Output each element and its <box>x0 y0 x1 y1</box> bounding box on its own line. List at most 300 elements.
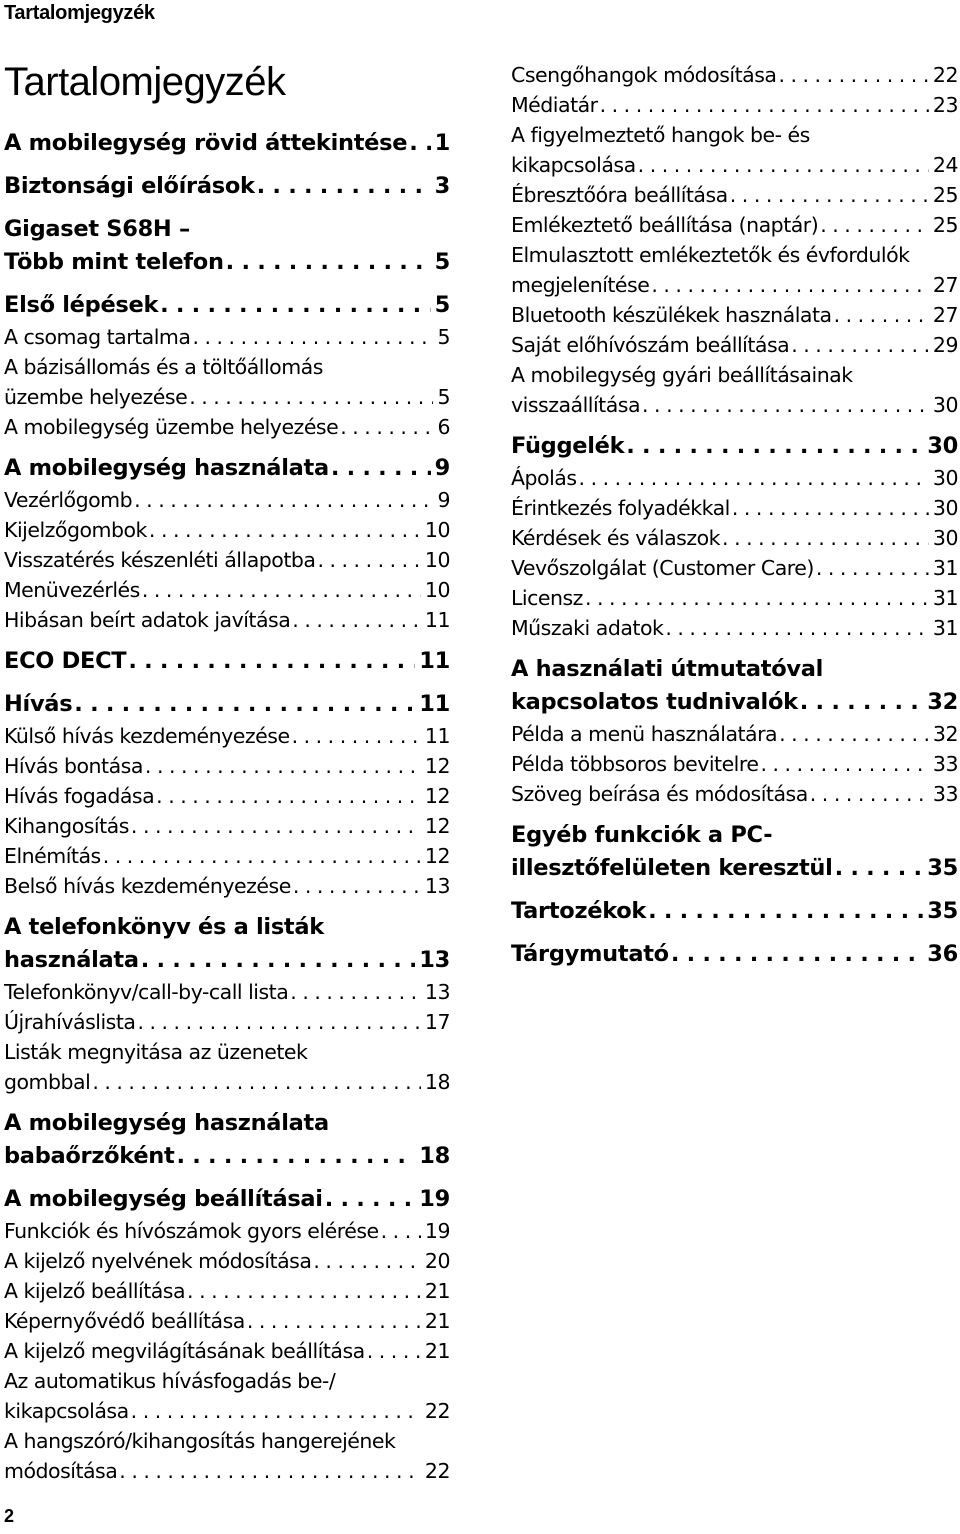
toc-entry-line <box>4 688 450 721</box>
toc-chapter-entry <box>4 127 450 160</box>
page-number: 2 <box>4 1506 15 1526</box>
toc-entry-line <box>511 583 958 613</box>
toc-entry-line <box>4 127 450 160</box>
toc-page-number: 13 <box>424 980 450 1004</box>
dot-leader <box>638 150 929 180</box>
dot-leader <box>156 781 421 811</box>
toc-entry-title: babaőrzőként <box>4 1143 175 1169</box>
toc-entry-line <box>511 523 958 553</box>
dot-leader <box>665 613 929 643</box>
dot-leader <box>192 322 433 352</box>
toc-entry-title: gombbal <box>4 1070 91 1094</box>
dot-leader <box>626 430 923 463</box>
toc-entry-line <box>4 841 450 871</box>
toc-entry-line <box>511 613 958 643</box>
dot-leader <box>816 553 929 583</box>
toc-section-entry <box>511 360 958 420</box>
toc-entry-title: Ápolás <box>511 466 577 490</box>
toc-page-number: 33 <box>932 782 958 806</box>
toc-section-entry <box>4 1246 450 1276</box>
toc-page-number: 19 <box>424 1219 450 1243</box>
toc-entry-line <box>4 1396 450 1426</box>
toc-page-number: 25 <box>932 183 958 207</box>
toc-entry-line <box>4 452 450 485</box>
toc-section-entry <box>511 463 958 493</box>
toc-entry-line <box>4 412 450 442</box>
toc-section-entry <box>511 493 958 523</box>
toc-chapter-entry <box>4 1107 450 1173</box>
toc-page-number: 12 <box>424 814 450 838</box>
toc-page-number: 22 <box>424 1399 450 1423</box>
dot-leader <box>187 1276 421 1306</box>
toc-entry-line: A bázisállomás és a töltőállomás <box>4 355 323 379</box>
toc-entry-line <box>4 1216 450 1246</box>
toc-section-entry <box>511 240 958 300</box>
toc-section-entry <box>4 1007 450 1037</box>
toc-entry-line: A figyelmeztető hangok be- és <box>511 123 810 147</box>
dot-leader <box>820 210 929 240</box>
dot-leader <box>149 515 421 545</box>
toc-section-entry <box>4 322 450 352</box>
toc-entry-line: Elmulasztott emlékeztetők és évfordulók <box>511 243 910 267</box>
toc-page-number: 10 <box>424 578 450 602</box>
dot-leader <box>642 390 929 420</box>
toc-page-number: 29 <box>932 333 958 357</box>
dot-leader <box>579 463 929 493</box>
toc-entry-line <box>4 645 450 678</box>
toc-entry-title: A kijelző beállítása <box>4 1279 186 1303</box>
toc-section-entry <box>4 751 450 781</box>
toc-chapter-entry <box>4 170 450 203</box>
dot-leader <box>834 300 929 330</box>
dot-leader <box>290 977 421 1007</box>
toc-page-number: 30 <box>932 526 958 550</box>
toc-page-number: 31 <box>932 616 958 640</box>
toc-page-number: 22 <box>424 1459 450 1483</box>
running-header: Tartalomjegyzék <box>4 2 155 24</box>
toc-entry-title: Példa a menü használatára <box>511 722 778 746</box>
dot-leader <box>128 645 415 678</box>
dot-leader <box>292 721 421 751</box>
dot-leader <box>722 523 929 553</box>
toc-entry-title: illesztőfelületen keresztül <box>511 855 833 881</box>
toc-section-entry <box>4 871 450 901</box>
toc-chapter-entry <box>511 895 958 928</box>
dot-leader <box>145 751 421 781</box>
toc-page-number: 3 <box>434 173 450 199</box>
dot-leader <box>367 1336 421 1366</box>
toc-entry-line <box>511 430 958 463</box>
toc-entry-line <box>511 150 958 180</box>
toc-section-entry <box>511 300 958 330</box>
toc-entry-title: Kihangosítás <box>4 814 129 838</box>
toc-entry-title: A kijelző megvilágításának beállítása <box>4 1339 365 1363</box>
dot-leader <box>103 841 421 871</box>
toc-page-number: 23 <box>932 93 958 117</box>
toc-entry-line <box>511 210 958 240</box>
toc-entry-line <box>4 382 450 412</box>
toc-page-number: 10 <box>424 548 450 572</box>
toc-page-number: 5 <box>437 385 450 409</box>
dot-leader <box>600 90 929 120</box>
dot-leader <box>137 1007 420 1037</box>
toc-entry-line <box>511 895 958 928</box>
toc-page-number: 17 <box>424 1010 450 1034</box>
toc-entry-line: Gigaset S68H – <box>4 216 190 242</box>
toc-entry-title: Telefonkönyv/call-by-call lista <box>4 980 289 1004</box>
toc-entry-line: A hangszóró/kihangosítás hangerejének <box>4 1429 396 1453</box>
toc-entry-line: A használati útmutatóval <box>511 656 824 682</box>
toc-chapter-entry <box>4 1183 450 1216</box>
toc-section-entry <box>4 1306 450 1336</box>
toc-section-entry <box>4 485 450 515</box>
toc-page-number: 11 <box>419 648 450 674</box>
toc-entry-line <box>4 1246 450 1276</box>
toc-section-entry <box>511 60 958 90</box>
dot-leader <box>779 719 929 749</box>
toc-page-number: 27 <box>932 303 958 327</box>
toc-entry-line <box>4 1306 450 1336</box>
dot-leader <box>835 852 924 885</box>
toc-entry-line <box>4 485 450 515</box>
toc-page-number: 19 <box>419 1186 450 1212</box>
toc-entry-line <box>4 751 450 781</box>
toc-section-entry <box>4 1336 450 1366</box>
toc-entry-title: Belső hívás kezdeményezése <box>4 874 291 898</box>
dot-leader <box>409 127 430 160</box>
toc-section-entry <box>4 977 450 1007</box>
toc-entry-line <box>511 686 958 719</box>
toc-page-number: 35 <box>927 898 958 924</box>
toc-page-number: 31 <box>932 556 958 580</box>
toc-entry-title: kikapcsolása <box>4 1399 129 1423</box>
toc-page-number: 30 <box>932 393 958 417</box>
toc-entry-line <box>511 330 958 360</box>
toc-page-number: 21 <box>424 1309 450 1333</box>
toc-page-number: 27 <box>932 273 958 297</box>
toc-page-number: 12 <box>424 754 450 778</box>
toc-entry-title: Függelék <box>511 433 625 459</box>
toc-entry-line <box>4 1140 450 1173</box>
toc-chapter-entry <box>4 452 450 485</box>
toc-section-entry <box>4 515 450 545</box>
toc-column-right <box>511 60 958 971</box>
toc-entry-line <box>511 90 958 120</box>
toc-section-entry <box>511 90 958 120</box>
toc-entry-line: A mobilegység használata <box>4 1110 329 1136</box>
toc-entry-title: Hívás bontása <box>4 754 143 778</box>
toc-entry-title: Szöveg beírása és módosítása <box>511 782 808 806</box>
toc-section-entry <box>511 330 958 360</box>
toc-page-number: 6 <box>437 415 450 439</box>
toc-entry-title: Kijelzőgombok <box>4 518 147 542</box>
toc-entry-line: A telefonkönyv és a listák <box>4 914 324 940</box>
toc-entry-line <box>4 1456 450 1486</box>
toc-entry-title: kapcsolatos tudnivalók <box>511 689 798 715</box>
toc-section-entry <box>4 1276 450 1306</box>
toc-entry-line <box>4 575 450 605</box>
toc-section-entry <box>4 545 450 575</box>
toc-entry-title: Emlékeztető beállítása (naptár) <box>511 213 819 237</box>
toc-page-number: 9 <box>437 488 450 512</box>
dot-leader <box>730 180 929 210</box>
toc-page-number: 30 <box>932 466 958 490</box>
toc-entry-title: Érintkezés folyadékkal <box>511 496 730 520</box>
dot-leader <box>257 170 431 203</box>
dot-leader <box>651 270 929 300</box>
toc-entry-line <box>4 515 450 545</box>
dot-leader <box>671 938 923 971</box>
toc-chapter-entry <box>4 645 450 678</box>
toc-section-entry <box>4 811 450 841</box>
toc-entry-title: Kérdések és válaszok <box>511 526 721 550</box>
toc-entry-title: Hibásan beírt adatok javítása <box>4 608 291 632</box>
toc-entry-title: Több mint telefon <box>4 249 224 275</box>
dot-leader <box>247 1306 421 1336</box>
dot-leader <box>141 944 416 977</box>
toc-entry-line <box>4 781 450 811</box>
toc-page-number: 13 <box>424 874 450 898</box>
toc-page-number: 32 <box>927 689 958 715</box>
dot-leader <box>313 1246 421 1276</box>
toc-entry-line <box>511 749 958 779</box>
toc-page-number: 36 <box>927 941 958 967</box>
toc-entry-title: Biztonsági előírások <box>4 173 255 199</box>
dot-leader <box>340 412 433 442</box>
dot-leader <box>585 583 929 613</box>
toc-entry-title: Hívás <box>4 691 73 717</box>
dot-leader <box>293 871 421 901</box>
dot-leader <box>92 1067 421 1097</box>
dot-leader <box>176 1140 415 1173</box>
toc-entry-line <box>511 719 958 749</box>
dot-leader <box>732 493 929 523</box>
toc-chapter-entry <box>4 289 450 322</box>
dot-leader <box>134 485 433 515</box>
toc-page-number: 31 <box>932 586 958 610</box>
toc-section-entry <box>4 1426 450 1486</box>
toc-entry-line <box>4 944 450 977</box>
toc-entry-line <box>4 721 450 751</box>
toc-section-entry <box>511 180 958 210</box>
toc-page-number: 5 <box>434 249 450 275</box>
toc-section-entry <box>4 841 450 871</box>
toc-entry-line <box>4 1183 450 1216</box>
toc-entry-line <box>511 493 958 523</box>
dot-leader <box>760 749 928 779</box>
toc-section-entry <box>4 1366 450 1426</box>
toc-section-entry <box>4 781 450 811</box>
toc-entry-line <box>511 852 958 885</box>
dot-leader <box>189 382 433 412</box>
toc-entry-line <box>4 871 450 901</box>
toc-entry-title: A csomag tartalma <box>4 325 191 349</box>
toc-entry-title: Visszatérés készenléti állapotba <box>4 548 316 572</box>
toc-entry-line <box>511 938 958 971</box>
toc-entry-line <box>4 1067 450 1097</box>
dot-leader <box>142 575 421 605</box>
toc-entry-title: Licensz <box>511 586 583 610</box>
toc-entry-title: visszaállítása <box>511 393 641 417</box>
toc-page-number: 32 <box>932 722 958 746</box>
dot-leader <box>791 330 929 360</box>
toc-page-number: 13 <box>419 947 450 973</box>
toc-entry-line <box>511 390 958 420</box>
toc-entry-title: Saját előhívószám beállítása <box>511 333 790 357</box>
toc-entry-title: használata <box>4 947 139 973</box>
toc-page-number: 21 <box>424 1279 450 1303</box>
toc-entry-line <box>4 977 450 1007</box>
toc-entry-line <box>4 1276 450 1306</box>
toc-section-entry <box>511 779 958 809</box>
toc-entry-title: Műszaki adatok <box>511 616 664 640</box>
toc-section-entry <box>4 1216 450 1246</box>
toc-entry-title: Képernyővédő beállítása <box>4 1309 245 1333</box>
toc-section-entry <box>4 721 450 751</box>
dot-leader <box>226 246 431 279</box>
dot-leader <box>131 811 421 841</box>
toc-section-entry <box>511 719 958 749</box>
toc-page-number: 25 <box>932 213 958 237</box>
dot-leader <box>119 1456 421 1486</box>
toc-entry-title: ECO DECT <box>4 648 127 674</box>
toc-entry-line <box>4 170 450 203</box>
toc-page-number: 20 <box>424 1249 450 1273</box>
toc-entry-title: Bluetooth készülékek használata <box>511 303 832 327</box>
dot-leader <box>160 289 431 322</box>
toc-entry-line <box>511 779 958 809</box>
toc-entry-title: A mobilegység rövid áttekintése <box>4 130 408 156</box>
toc-page-number: 30 <box>932 496 958 520</box>
toc-section-entry <box>511 120 958 180</box>
toc-chapter-entry <box>4 688 450 721</box>
page-title: Tartalomjegyzék <box>4 60 286 104</box>
toc-entry-line <box>511 180 958 210</box>
toc-entry-line: Az automatikus hívásfogadás be-/ <box>4 1369 336 1393</box>
toc-entry-title: megjelenítése <box>511 273 650 297</box>
toc-page-number: 35 <box>927 855 958 881</box>
toc-entry-line <box>4 322 450 352</box>
toc-chapter-entry <box>511 938 958 971</box>
toc-entry-title: Médiatár <box>511 93 598 117</box>
dot-leader <box>648 895 923 928</box>
toc-page-number: 5 <box>437 325 450 349</box>
toc-page-number: 12 <box>424 844 450 868</box>
toc-page-number: 18 <box>419 1143 450 1169</box>
toc-entry-line: Egyéb funkciók a PC- <box>511 822 773 848</box>
toc-page-number: 9 <box>434 455 450 481</box>
toc-entry-title: Külső hívás kezdeményezése <box>4 724 290 748</box>
toc-section-entry <box>4 575 450 605</box>
toc-page-number: 11 <box>419 691 450 717</box>
toc-entry-title: Csengőhangok módosítása <box>511 63 777 87</box>
toc-page-number: 5 <box>434 292 450 318</box>
toc-entry-title: A mobilegység üzembe helyezése <box>4 415 339 439</box>
toc-entry-title: módosítása <box>4 1459 118 1483</box>
dot-leader <box>325 1183 416 1216</box>
toc-entry-title: üzembe helyezése <box>4 385 188 409</box>
toc-entry-title: Első lépések <box>4 292 159 318</box>
toc-page-number: 18 <box>424 1070 450 1094</box>
dot-leader <box>292 605 421 635</box>
toc-entry-title: Újrahíváslista <box>4 1010 136 1034</box>
toc-section-entry <box>4 605 450 635</box>
toc-page-number: 22 <box>932 63 958 87</box>
toc-entry-title: Funkciók és hívószámok gyors elérése <box>4 1219 379 1243</box>
toc-entry-line <box>4 605 450 635</box>
toc-entry-line <box>4 545 450 575</box>
toc-section-entry <box>4 1037 450 1097</box>
toc-page-number: 24 <box>932 153 958 177</box>
toc-entry-title: Ébresztőóra beállítása <box>511 183 728 207</box>
toc-page-number: 11 <box>424 608 450 632</box>
toc-entry-title: Vezérlőgomb <box>4 488 133 512</box>
toc-chapter-entry <box>511 819 958 885</box>
dot-leader <box>317 545 420 575</box>
toc-entry-title: Tárgymutató <box>511 941 669 967</box>
toc-entry-title: Elnémítás <box>4 844 101 868</box>
toc-page-number: 10 <box>424 518 450 542</box>
toc-entry-line <box>4 289 450 322</box>
toc-entry-line <box>511 270 958 300</box>
toc-entry-title: kikapcsolása <box>511 153 636 177</box>
toc-chapter-entry <box>511 430 958 463</box>
toc-page-number: 11 <box>424 724 450 748</box>
toc-section-entry <box>511 583 958 613</box>
toc-entry-line <box>4 1336 450 1366</box>
toc-entry-line: A mobilegység gyári beállításainak <box>511 363 853 387</box>
toc-section-entry <box>4 352 450 412</box>
toc-page-number: 12 <box>424 784 450 808</box>
toc-page-number: 33 <box>932 752 958 776</box>
toc-entry-line <box>4 811 450 841</box>
toc-entry-line <box>511 300 958 330</box>
toc-page-number: 1 <box>434 130 450 156</box>
toc-entry-line <box>4 246 450 279</box>
toc-entry-title: Vevőszolgálat (Customer Care) <box>511 556 814 580</box>
toc-section-entry <box>4 412 450 442</box>
dot-leader <box>778 60 928 90</box>
toc-entry-line: Listák megnyitása az üzenetek <box>4 1040 308 1064</box>
toc-chapter-entry <box>4 213 450 279</box>
toc-section-entry <box>511 210 958 240</box>
toc-entry-title: Menüvezérlés <box>4 578 140 602</box>
toc-entry-line <box>511 60 958 90</box>
toc-section-entry <box>511 749 958 779</box>
toc-section-entry <box>511 523 958 553</box>
dot-leader <box>800 686 924 719</box>
toc-section-entry <box>511 553 958 583</box>
dot-leader <box>74 688 415 721</box>
toc-chapter-entry <box>511 653 958 719</box>
toc-entry-title: Hívás fogadása <box>4 784 155 808</box>
dot-leader <box>810 779 929 809</box>
toc-entry-title: Példa többsoros bevitelre <box>511 752 759 776</box>
toc-page-number: 21 <box>424 1339 450 1363</box>
dot-leader <box>331 452 431 485</box>
toc-section-entry <box>511 613 958 643</box>
toc-entry-line <box>4 1007 450 1037</box>
dot-leader <box>381 1216 421 1246</box>
toc-entry-line <box>511 553 958 583</box>
toc-entry-title: Tartozékok <box>511 898 647 924</box>
toc-entry-title: A kijelző nyelvének módosítása <box>4 1249 312 1273</box>
toc-column-left <box>4 127 450 1486</box>
toc-entry-title: A mobilegység használata <box>4 455 329 481</box>
dot-leader <box>131 1396 421 1426</box>
toc-page-number: 30 <box>927 433 958 459</box>
toc-entry-title: A mobilegység beállításai <box>4 1186 323 1212</box>
